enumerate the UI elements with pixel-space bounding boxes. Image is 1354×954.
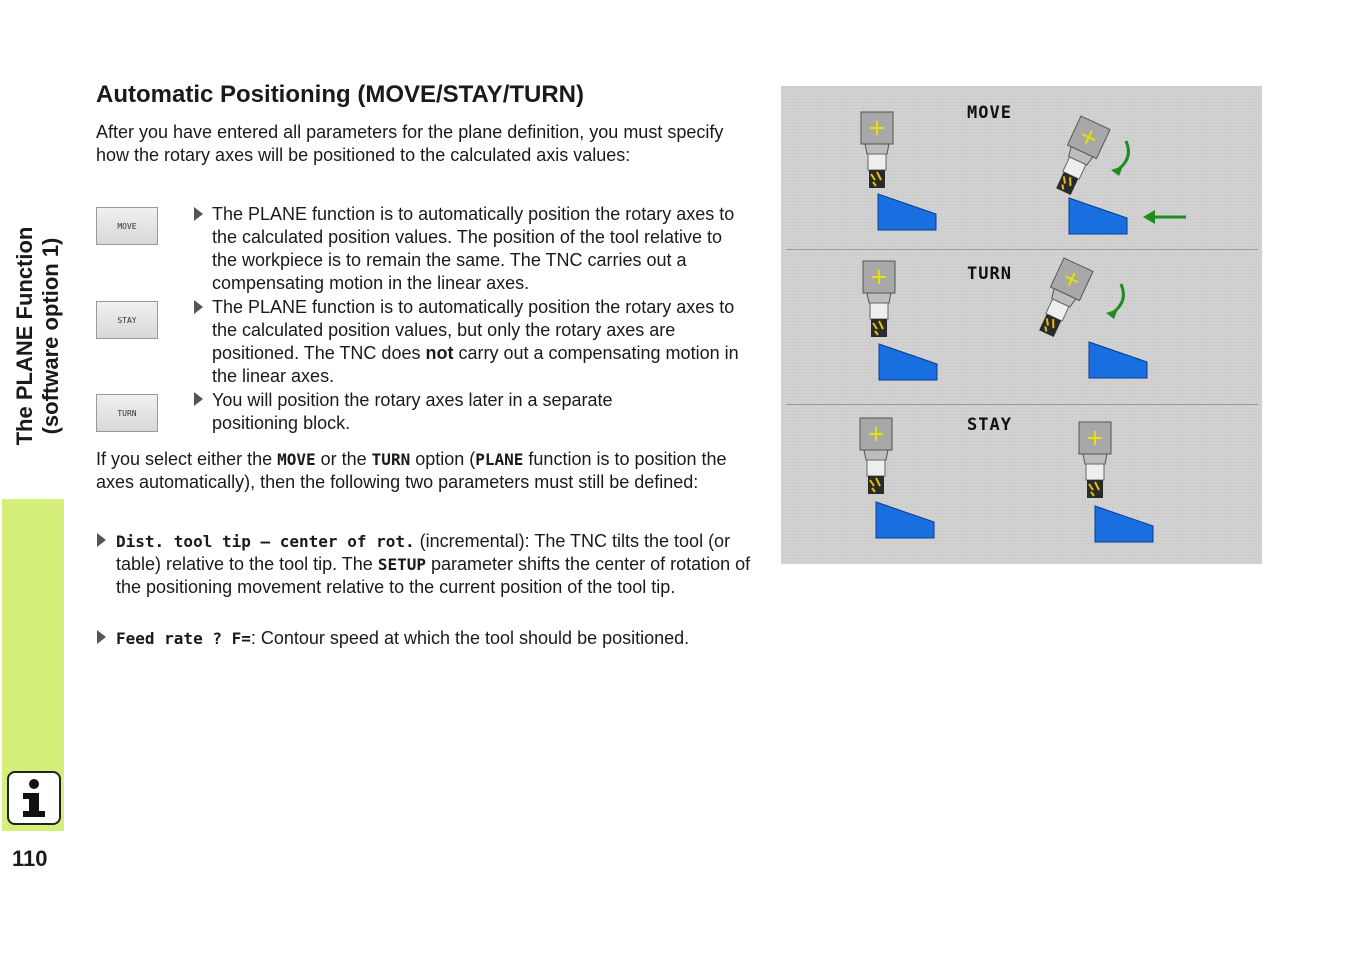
param-distance: Dist. tool tip – center of rot. (incremental): The TNC tilts the tool (or table) relative to the tool tip. The SETUP parameter shifts the center of rotation of the positioning movement relative to the current position of the tool tip. [116,531,751,597]
page-number: 110 [12,846,48,871]
bullet-triangle-icon [194,207,203,221]
bullet-triangle-icon [194,392,203,406]
move-description: The PLANE function is to automatically position the rotary axes to the calculated position values. The position of the tool relative to the workpiece is to remain the same. The TNC carries out a compensating motion in the linear axes. [212,204,735,293]
intro-paragraph: After you have entered all parameters for the plane definition, you must specify how the rotary axes will be positioned to the calculated axis values: [96,122,724,165]
info-icon [7,771,61,825]
move-softkey[interactable]: MOVE [96,207,158,245]
stay-softkey[interactable]: STAY [96,301,158,339]
select-paragraph: If you select either the MOVE or the TURN option (PLANE function is to position the axes automatically), then the following two parameters must still be defined: [96,449,727,492]
chapter-title [12,206,64,466]
tool-icon [861,112,893,188]
figure-label-move: MOVE [967,103,1012,123]
positioning-illustration [781,86,1262,564]
param-feed-rate: Feed rate ? F=: Contour speed at which the tool should be positioned. [116,628,690,648]
chapter-title-line1: The PLANE Function [12,226,37,446]
figure-label-stay: STAY [967,415,1012,435]
tilted-tool-icon [1049,116,1110,198]
bullet-triangle-icon [97,630,106,644]
figure-label-turn: TURN [967,264,1012,284]
bullet-triangle-icon [194,300,203,314]
section-heading: Automatic Positioning (MOVE/STAY/TURN) [96,81,585,108]
bullet-triangle-icon [97,533,106,547]
stay-description: The PLANE function is to automatically position the rotary axes to the calculated position values, but only the rotary axes are positioned. The TNC does not carry out a compensating motion in the linear axes. [212,297,739,386]
turn-softkey[interactable]: TURN [96,394,158,432]
chapter-title-line2: (software option 1) [38,237,63,435]
turn-description: You will position the rotary axes later in a separate positioning block. [212,390,613,433]
